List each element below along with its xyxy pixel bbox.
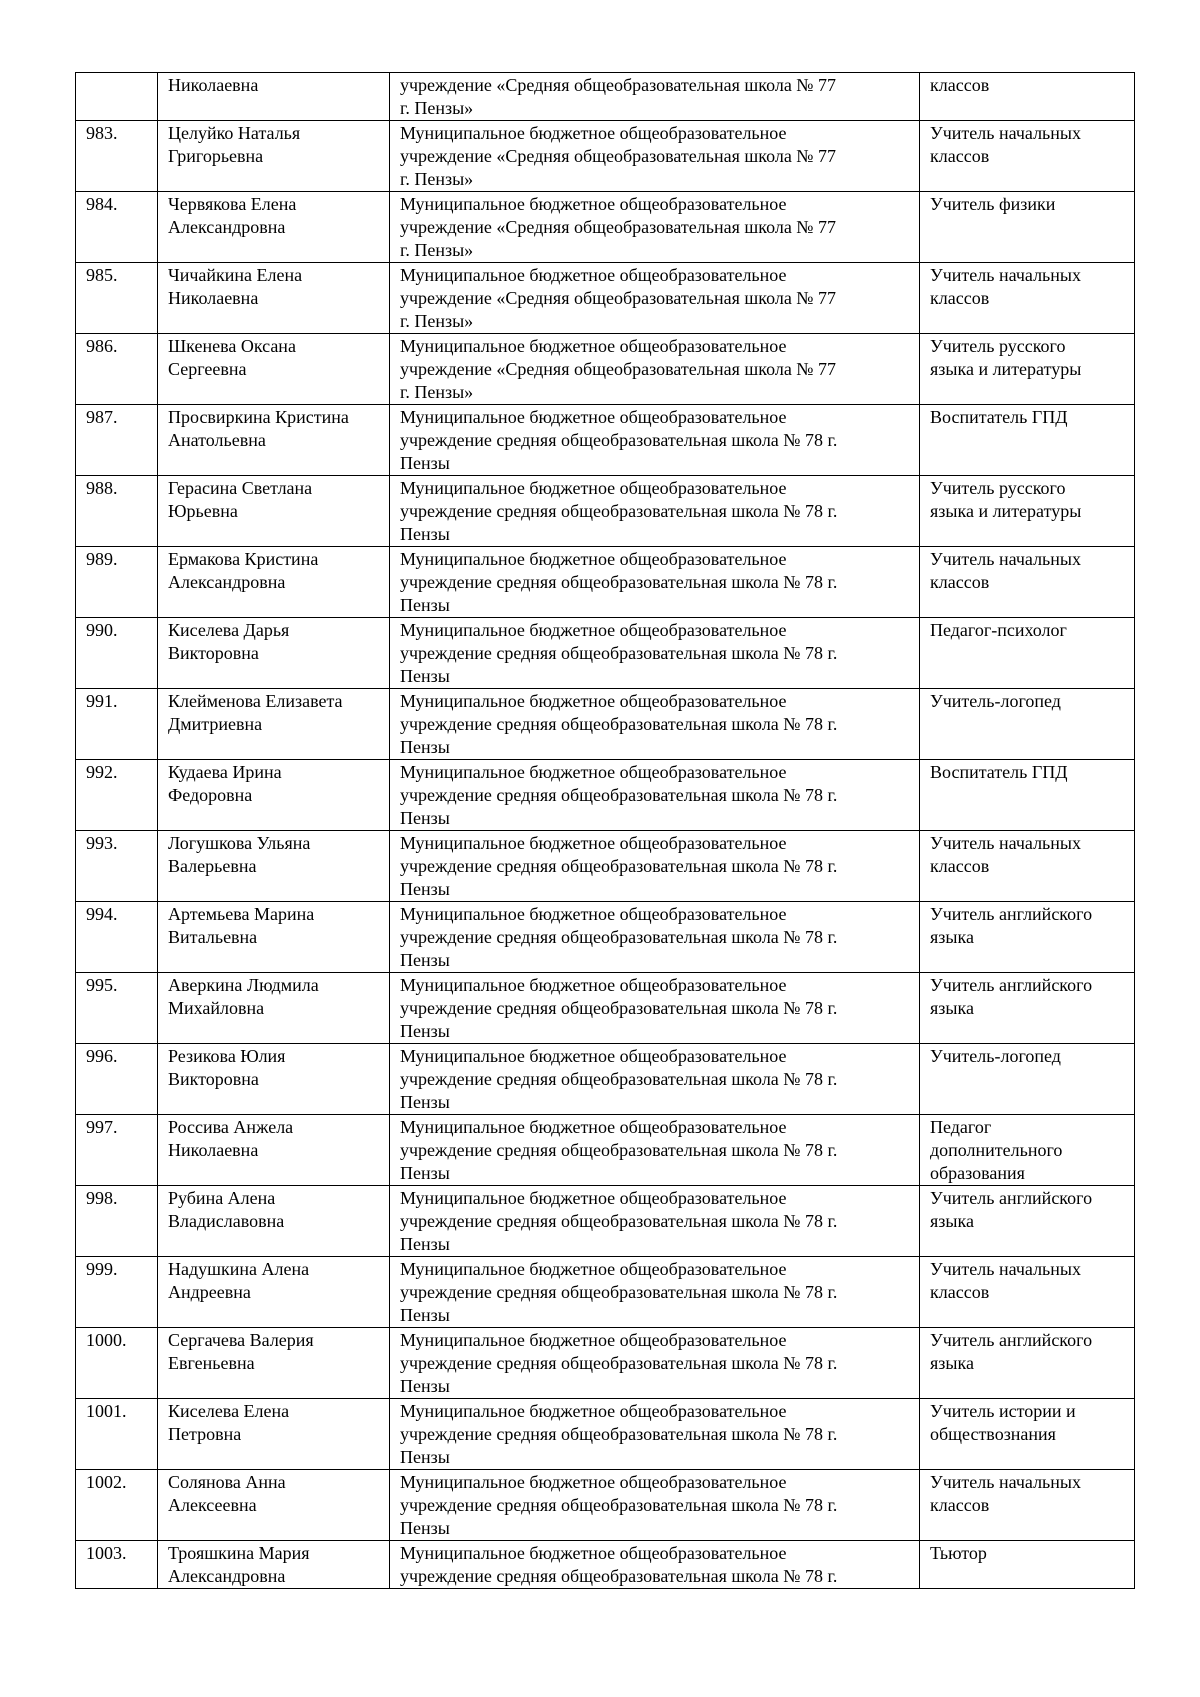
row-number-cell — [76, 121, 158, 192]
position-title-cell — [920, 760, 1135, 831]
row-number-cell — [76, 476, 158, 547]
organization-name-cell — [390, 1186, 920, 1257]
employee-name: Солянова Анна Алексеевна — [168, 1472, 286, 1515]
employee-name: Трояшкина Мария Александровна — [168, 1543, 310, 1586]
table-row — [76, 689, 1135, 760]
position-title-cell — [920, 405, 1135, 476]
row-number: 986. — [86, 336, 118, 356]
position-title-cell — [920, 73, 1135, 121]
row-number: 992. — [86, 762, 118, 782]
table-row — [76, 1115, 1135, 1186]
organization-name: Муниципальное бюджетное общеобразовательное учреждение «Средняя общеобразовательная школа № 77 г. Пензы» — [400, 123, 836, 189]
row-number: 997. — [86, 1117, 118, 1137]
row-number-cell — [76, 192, 158, 263]
position-title-cell — [920, 1044, 1135, 1115]
position-title: Учитель-логопед — [930, 1046, 1061, 1066]
employee-name: Просвиркина Кристина Анатольевна — [168, 407, 349, 450]
table-row — [76, 1186, 1135, 1257]
organization-name: Муниципальное бюджетное общеобразовательное учреждение средняя общеобразовательная школа № 78 г. Пензы — [400, 975, 838, 1041]
organization-name: Муниципальное бюджетное общеобразовательное учреждение средняя общеобразовательная школа № 78 г. Пензы — [400, 1117, 838, 1183]
row-number-cell — [76, 1541, 158, 1589]
position-title-cell — [920, 902, 1135, 973]
row-number: 984. — [86, 194, 118, 214]
row-number-cell — [76, 1186, 158, 1257]
row-number: 993. — [86, 833, 118, 853]
row-number: 985. — [86, 265, 118, 285]
position-title-cell — [920, 547, 1135, 618]
position-title-cell — [920, 334, 1135, 405]
row-number: 988. — [86, 478, 118, 498]
employee-name-cell — [158, 831, 390, 902]
organization-name: Муниципальное бюджетное общеобразовательное учреждение средняя общеобразовательная школа № 78 г. Пензы — [400, 1188, 838, 1254]
row-number-cell — [76, 618, 158, 689]
position-title-cell — [920, 192, 1135, 263]
table-row — [76, 973, 1135, 1044]
position-title: Учитель русского языка и литературы — [930, 478, 1082, 521]
position-title-cell — [920, 1328, 1135, 1399]
row-number-cell — [76, 334, 158, 405]
table-row — [76, 1044, 1135, 1115]
position-title: Учитель английского языка — [930, 1188, 1093, 1231]
table-row — [76, 476, 1135, 547]
employee-name-cell — [158, 689, 390, 760]
position-title-cell — [920, 121, 1135, 192]
row-number: 983. — [86, 123, 118, 143]
row-number-cell — [76, 547, 158, 618]
organization-name: Муниципальное бюджетное общеобразовательное учреждение средняя общеобразовательная школа № 78 г. — [400, 1543, 838, 1586]
organization-name-cell — [390, 1399, 920, 1470]
employee-name-cell — [158, 1328, 390, 1399]
employee-name: Герасина Светлана Юрьевна — [168, 478, 313, 521]
table-row — [76, 1257, 1135, 1328]
table-row — [76, 618, 1135, 689]
organization-name: Муниципальное бюджетное общеобразовательное учреждение средняя общеобразовательная школа № 78 г. Пензы — [400, 833, 838, 899]
employee-name: Клейменова Елизавета Дмитриевна — [168, 691, 343, 734]
row-number-cell — [76, 902, 158, 973]
employee-name-cell — [158, 1044, 390, 1115]
position-title: Учитель начальных классов — [930, 265, 1081, 308]
table-row — [76, 73, 1135, 121]
table-row — [76, 1399, 1135, 1470]
organization-name-cell — [390, 476, 920, 547]
employee-name: Целуйко Наталья Григорьевна — [168, 123, 301, 166]
employee-name: Артемьева Марина Витальевна — [168, 904, 315, 947]
employee-name: Сергачева Валерия Евгеньевна — [168, 1330, 314, 1373]
table-row — [76, 1470, 1135, 1541]
employee-name-cell — [158, 547, 390, 618]
row-number-cell — [76, 831, 158, 902]
position-title-cell — [920, 1399, 1135, 1470]
employee-name-cell — [158, 1257, 390, 1328]
organization-name-cell — [390, 192, 920, 263]
row-number: 991. — [86, 691, 118, 711]
employee-name: Надушкина Алена Андреевна — [168, 1259, 310, 1302]
organization-name-cell — [390, 1328, 920, 1399]
employee-name: Кудаева Ирина Федоровна — [168, 762, 282, 805]
table-row — [76, 902, 1135, 973]
table-row — [76, 831, 1135, 902]
row-number: 987. — [86, 407, 118, 427]
table-row — [76, 1328, 1135, 1399]
organization-name: Муниципальное бюджетное общеобразовательное учреждение средняя общеобразовательная школа № 78 г. Пензы — [400, 407, 838, 473]
employee-name: Шкенева Оксана Сергеевна — [168, 336, 296, 379]
position-title: Учитель физики — [930, 194, 1056, 214]
position-title-cell — [920, 1541, 1135, 1589]
position-title: Учитель английского языка — [930, 1330, 1093, 1373]
row-number-cell — [76, 1470, 158, 1541]
organization-name-cell — [390, 1257, 920, 1328]
table-row — [76, 405, 1135, 476]
employee-name: Николаевна — [168, 75, 259, 95]
organization-name-cell — [390, 1470, 920, 1541]
organization-name-cell — [390, 73, 920, 121]
organization-name: Муниципальное бюджетное общеобразовательное учреждение средняя общеобразовательная школа № 78 г. Пензы — [400, 1259, 838, 1325]
row-number-cell — [76, 1115, 158, 1186]
organization-name-cell — [390, 1541, 920, 1589]
position-title: Педагог-психолог — [930, 620, 1067, 640]
organization-name: Муниципальное бюджетное общеобразовательное учреждение средняя общеобразовательная школа № 78 г. Пензы — [400, 478, 838, 544]
organization-name: Муниципальное бюджетное общеобразовательное учреждение средняя общеобразовательная школа № 78 г. Пензы — [400, 1472, 838, 1538]
position-title: Учитель начальных классов — [930, 549, 1081, 592]
row-number: 1003. — [86, 1543, 127, 1563]
table-row — [76, 1541, 1135, 1589]
table-row — [76, 334, 1135, 405]
employee-name-cell — [158, 263, 390, 334]
employee-name: Киселева Елена Петровна — [168, 1401, 290, 1444]
employee-name: Аверкина Людмила Михайловна — [168, 975, 319, 1018]
position-title-cell — [920, 263, 1135, 334]
organization-name-cell — [390, 831, 920, 902]
organization-name: Муниципальное бюджетное общеобразовательное учреждение средняя общеобразовательная школа № 78 г. Пензы — [400, 691, 838, 757]
position-title-cell — [920, 1115, 1135, 1186]
position-title: Учитель начальных классов — [930, 1259, 1081, 1302]
position-title: Педагог дополнительного образования — [930, 1117, 1063, 1183]
position-title: Учитель начальных классов — [930, 123, 1081, 166]
row-number: 1000. — [86, 1330, 127, 1350]
organization-name: Муниципальное бюджетное общеобразовательное учреждение «Средняя общеобразовательная школа № 77 г. Пензы» — [400, 265, 836, 331]
row-number-cell — [76, 263, 158, 334]
organization-name-cell — [390, 334, 920, 405]
row-number-cell — [76, 405, 158, 476]
employee-name: Киселева Дарья Викторовна — [168, 620, 290, 663]
employee-name: Рубина Алена Владиславовна — [168, 1188, 285, 1231]
employee-name: Ермакова Кристина Александровна — [168, 549, 319, 592]
organization-name: Муниципальное бюджетное общеобразовательное учреждение «Средняя общеобразовательная школа № 77 г. Пензы» — [400, 194, 836, 260]
row-number: 990. — [86, 620, 118, 640]
row-number-cell — [76, 73, 158, 121]
organization-name: Муниципальное бюджетное общеобразовательное учреждение средняя общеобразовательная школа № 78 г. Пензы — [400, 620, 838, 686]
organization-name-cell — [390, 1044, 920, 1115]
organization-name-cell — [390, 689, 920, 760]
employee-name-cell — [158, 405, 390, 476]
position-title: Учитель начальных классов — [930, 833, 1081, 876]
row-number: 998. — [86, 1188, 118, 1208]
staff-table — [75, 72, 1135, 1589]
row-number-cell — [76, 760, 158, 831]
employee-name-cell — [158, 1470, 390, 1541]
employee-name: Червякова Елена Александровна — [168, 194, 297, 237]
employee-name-cell — [158, 973, 390, 1044]
position-title-cell — [920, 831, 1135, 902]
row-number-cell — [76, 1328, 158, 1399]
table-body — [76, 73, 1135, 1589]
organization-name: учреждение «Средняя общеобразовательная школа № 77 г. Пензы» — [400, 75, 836, 118]
employee-name-cell — [158, 476, 390, 547]
row-number: 1001. — [86, 1401, 127, 1421]
organization-name-cell — [390, 121, 920, 192]
row-number-cell — [76, 1257, 158, 1328]
table-row — [76, 547, 1135, 618]
organization-name-cell — [390, 405, 920, 476]
organization-name: Муниципальное бюджетное общеобразовательное учреждение средняя общеобразовательная школа № 78 г. Пензы — [400, 549, 838, 615]
position-title: Воспитатель ГПД — [930, 762, 1068, 782]
row-number: 989. — [86, 549, 118, 569]
employee-name-cell — [158, 1541, 390, 1589]
employee-name: Россива Анжела Николаевна — [168, 1117, 294, 1160]
position-title-cell — [920, 476, 1135, 547]
row-number: 1002. — [86, 1472, 127, 1492]
organization-name-cell — [390, 973, 920, 1044]
position-title-cell — [920, 689, 1135, 760]
row-number: 999. — [86, 1259, 118, 1279]
employee-name-cell — [158, 73, 390, 121]
organization-name: Муниципальное бюджетное общеобразовательное учреждение средняя общеобразовательная школа № 78 г. Пензы — [400, 762, 838, 828]
table-row — [76, 121, 1135, 192]
employee-name-cell — [158, 192, 390, 263]
organization-name-cell — [390, 547, 920, 618]
employee-name-cell — [158, 1399, 390, 1470]
organization-name-cell — [390, 1115, 920, 1186]
employee-name: Резикова Юлия Викторовна — [168, 1046, 286, 1089]
row-number-cell — [76, 1044, 158, 1115]
position-title: Воспитатель ГПД — [930, 407, 1068, 427]
position-title: Учитель-логопед — [930, 691, 1061, 711]
position-title-cell — [920, 618, 1135, 689]
position-title-cell — [920, 1186, 1135, 1257]
organization-name-cell — [390, 760, 920, 831]
position-title-cell — [920, 1470, 1135, 1541]
employee-name-cell — [158, 902, 390, 973]
organization-name-cell — [390, 902, 920, 973]
organization-name: Муниципальное бюджетное общеобразовательное учреждение средняя общеобразовательная школа № 78 г. Пензы — [400, 1330, 838, 1396]
employee-name-cell — [158, 760, 390, 831]
position-title-cell — [920, 973, 1135, 1044]
organization-name: Муниципальное бюджетное общеобразовательное учреждение средняя общеобразовательная школа № 78 г. Пензы — [400, 904, 838, 970]
row-number-cell — [76, 689, 158, 760]
table-row — [76, 760, 1135, 831]
position-title: Учитель русского языка и литературы — [930, 336, 1082, 379]
position-title: Учитель английского языка — [930, 904, 1093, 947]
document-page — [75, 72, 1134, 1589]
employee-name: Чичайкина Елена Николаевна — [168, 265, 303, 308]
organization-name: Муниципальное бюджетное общеобразовательное учреждение средняя общеобразовательная школа № 78 г. Пензы — [400, 1046, 838, 1112]
employee-name-cell — [158, 334, 390, 405]
organization-name-cell — [390, 263, 920, 334]
employee-name-cell — [158, 618, 390, 689]
position-title: Учитель истории и обществознания — [930, 1401, 1076, 1444]
row-number-cell — [76, 1399, 158, 1470]
organization-name: Муниципальное бюджетное общеобразовательное учреждение средняя общеобразовательная школа № 78 г. Пензы — [400, 1401, 838, 1467]
position-title-cell — [920, 1257, 1135, 1328]
position-title: классов — [930, 75, 990, 95]
organization-name-cell — [390, 618, 920, 689]
position-title: Учитель начальных классов — [930, 1472, 1081, 1515]
position-title: Тьютор — [930, 1543, 987, 1563]
row-number: 994. — [86, 904, 118, 924]
employee-name-cell — [158, 1186, 390, 1257]
employee-name-cell — [158, 1115, 390, 1186]
row-number: 995. — [86, 975, 118, 995]
employee-name-cell — [158, 121, 390, 192]
row-number: 996. — [86, 1046, 118, 1066]
row-number-cell — [76, 973, 158, 1044]
table-row — [76, 263, 1135, 334]
position-title: Учитель английского языка — [930, 975, 1093, 1018]
employee-name: Логушкова Ульяна Валерьевна — [168, 833, 311, 876]
organization-name: Муниципальное бюджетное общеобразовательное учреждение «Средняя общеобразовательная школа № 77 г. Пензы» — [400, 336, 836, 402]
table-row — [76, 192, 1135, 263]
